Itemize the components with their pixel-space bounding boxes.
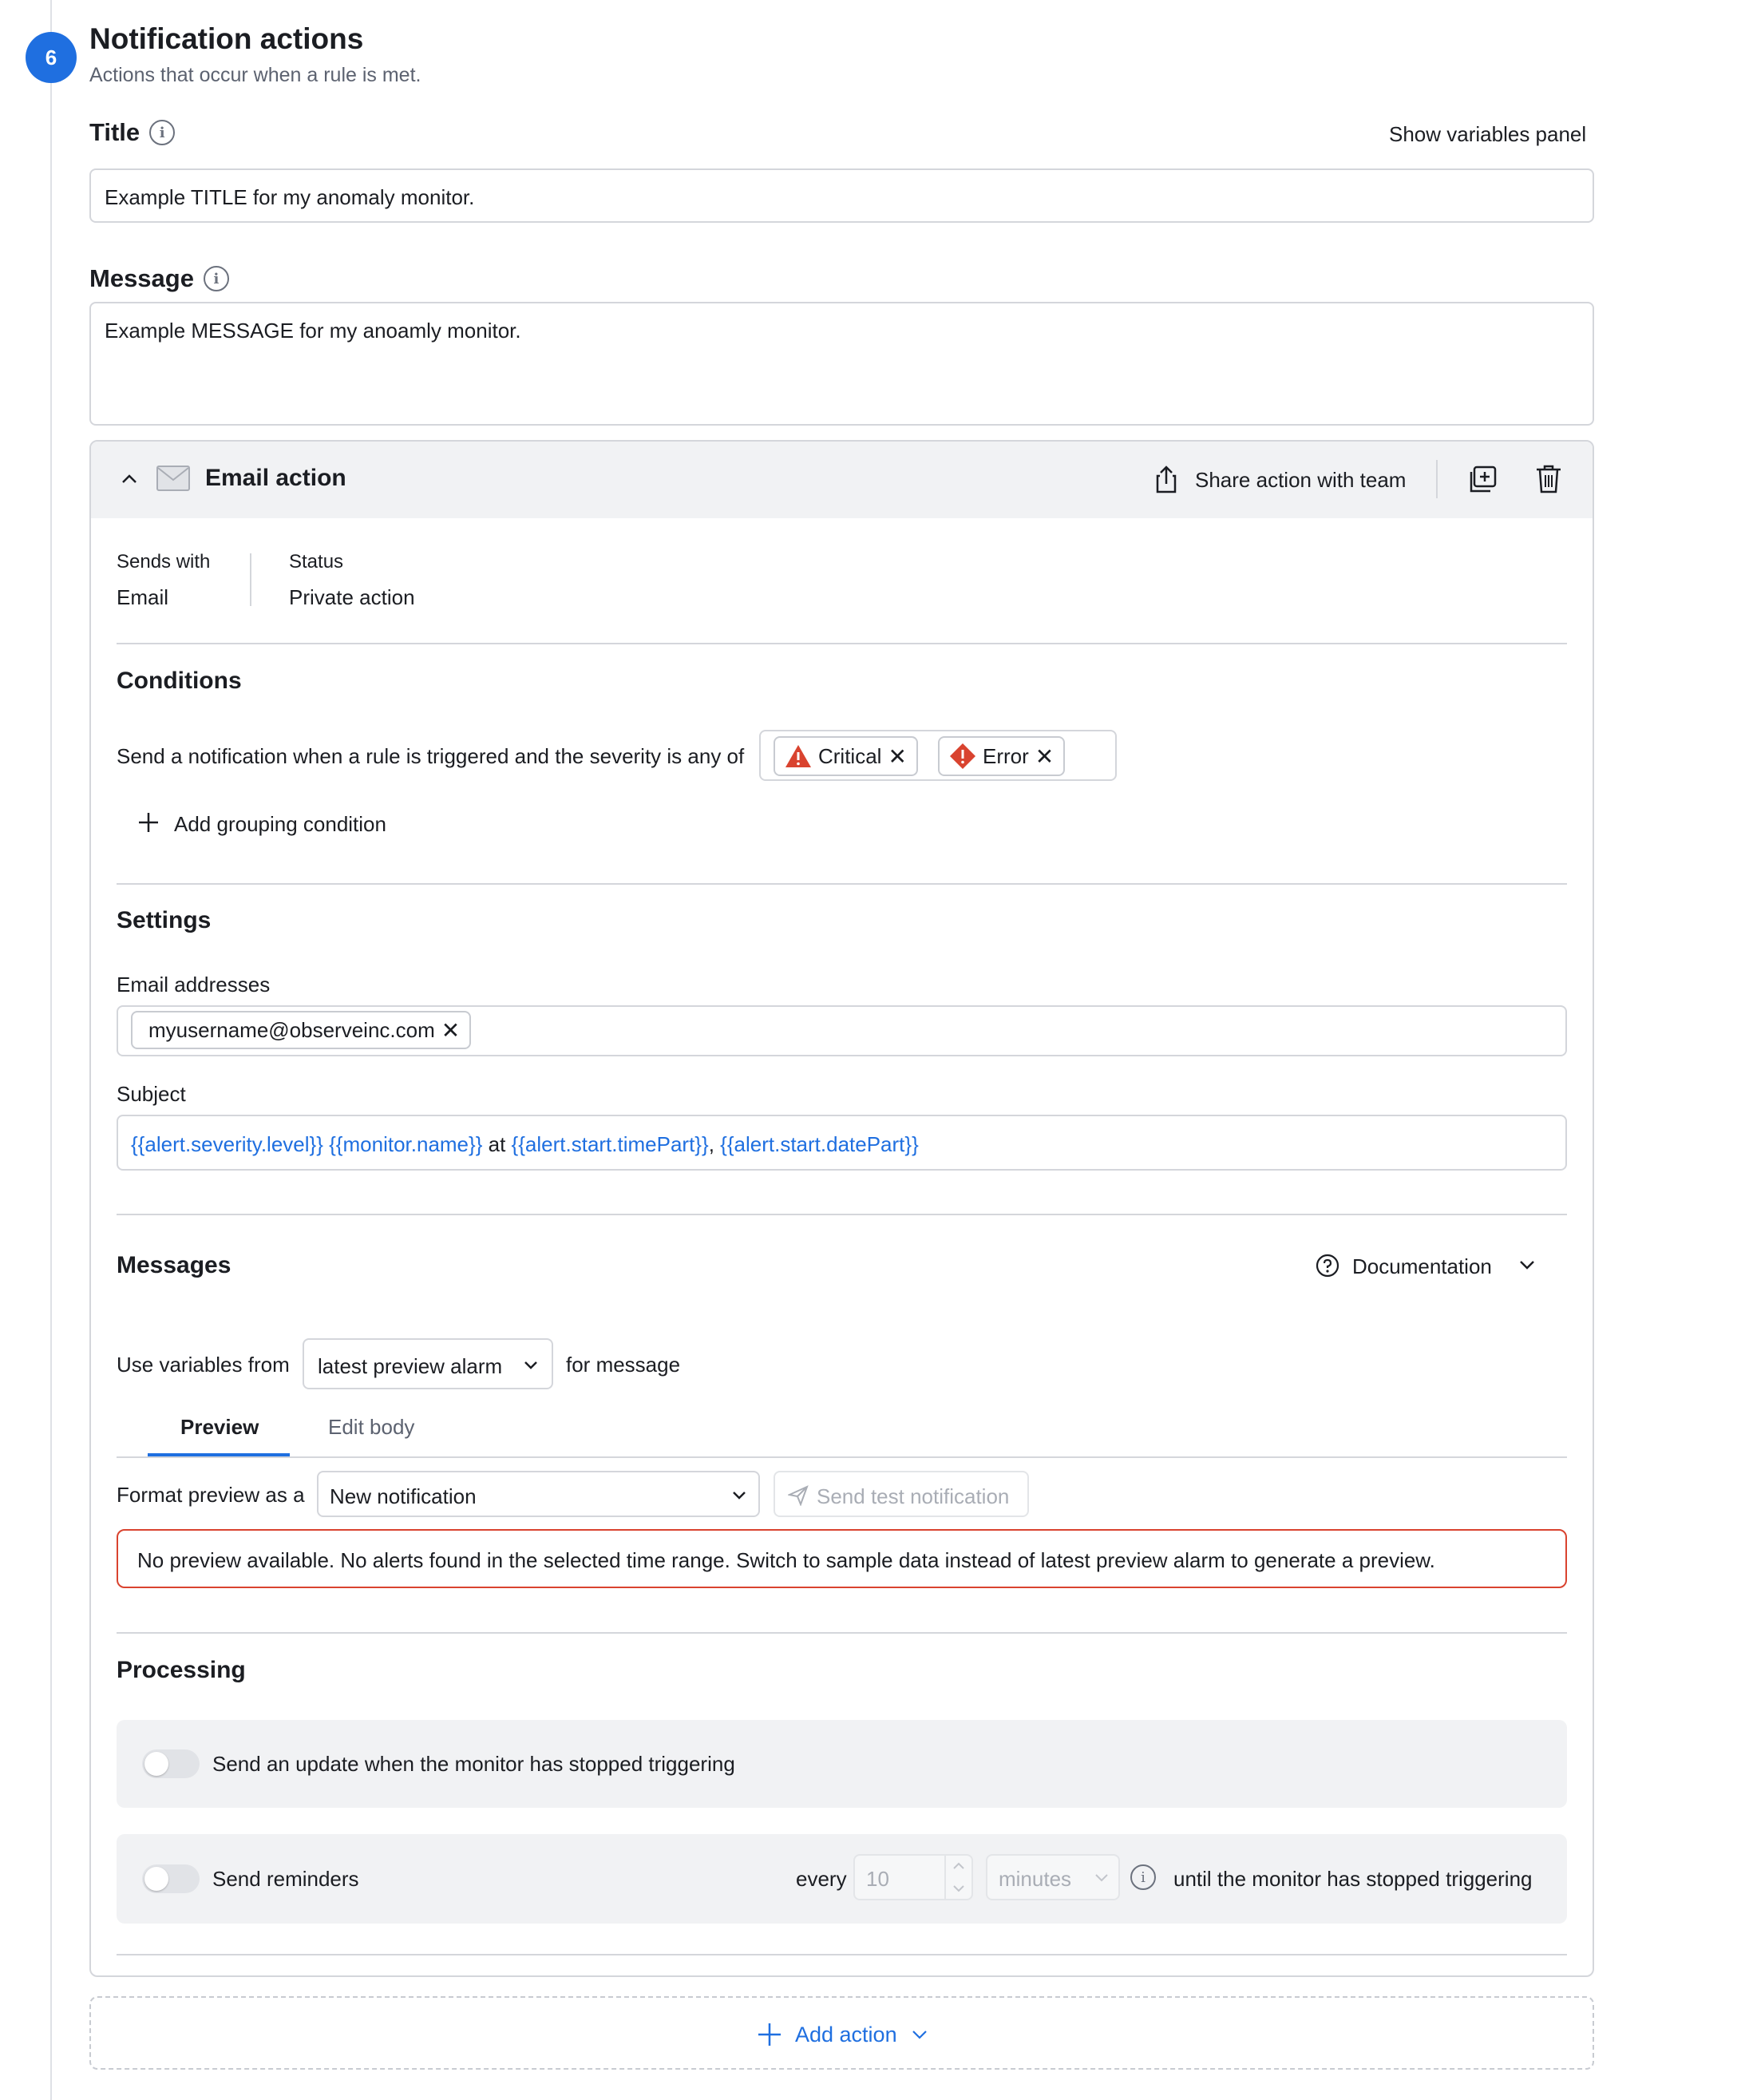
variable-token: {{monitor.name}} [329,1132,483,1156]
reminder-unit-value: minutes [999,1867,1072,1891]
meta-separator [250,553,251,606]
chip-label: Critical [818,743,882,768]
reminders-label: Send reminders [212,1867,359,1891]
preview-error-banner [117,1529,1567,1588]
subject-value [131,1132,919,1157]
preview-error-text: No preview available. No alerts found in the selected time range. Switch to sample data instead of latest preview alarm to generate a preview. [137,1548,1435,1572]
step-rail [50,0,52,2100]
trash-icon[interactable] [1535,464,1562,494]
duplicate-icon[interactable] [1469,465,1498,493]
step-number-badge: 6 [26,32,77,83]
chevron-down-icon [521,1355,540,1374]
chip-label: Error [983,743,1029,768]
plus-icon [757,2022,782,2047]
tab-preview[interactable]: Preview [180,1415,259,1439]
subject-text: , [708,1132,714,1156]
error-diamond-icon [949,743,976,770]
stopped-update-toggle[interactable] [142,1749,200,1778]
email-action-title: Email action [205,465,346,491]
help-circle-icon[interactable] [1316,1254,1339,1278]
message-label: Message [89,264,194,292]
show-variables-panel-link[interactable]: Show variables panel [1389,122,1587,146]
messages-heading: Messages [117,1252,231,1278]
stepper-arrows[interactable] [944,1856,971,1899]
divider [117,1214,1567,1215]
info-icon[interactable]: i [149,120,175,145]
divider [117,1954,1567,1955]
variables-source-select[interactable] [303,1338,553,1389]
variable-token: {{alert.start.timePart}} [511,1132,709,1156]
send-icon [788,1485,809,1506]
chip-label: myusername@observeinc.com [148,1017,435,1042]
header-separator [1436,460,1438,498]
use-variables-label: Use variables from [117,1353,290,1377]
send-test-label: Send test notification [817,1484,1010,1508]
chevron-down-icon[interactable] [1517,1254,1537,1275]
divider [117,643,1567,644]
reminders-row [117,1834,1567,1924]
close-icon[interactable]: ✕ [888,743,907,769]
format-preview-select[interactable] [317,1471,760,1517]
status-value: Private action [289,585,415,609]
tab-edit-body[interactable]: Edit body [328,1415,415,1439]
info-icon[interactable]: i [204,266,229,291]
add-action-button[interactable] [89,1996,1594,2070]
conditions-sentence: Send a notification when a rule is triggered and the severity is any of [117,744,745,768]
message-textarea-value: Example MESSAGE for my anoamly monitor. [105,319,521,343]
chevron-up-icon[interactable] [118,468,140,490]
sends-with-value: Email [117,585,169,609]
section-title: Notification actions [89,22,364,55]
format-preview-label: Format preview as a [117,1483,305,1507]
divider [117,883,1567,885]
share-icon[interactable] [1153,465,1180,493]
reminder-interval-value: 10 [866,1867,889,1891]
conditions-heading: Conditions [117,668,242,694]
variables-source-value: latest preview alarm [318,1354,503,1378]
send-test-notification-button[interactable] [774,1471,1029,1517]
close-icon[interactable]: ✕ [441,1017,461,1043]
message-textarea[interactable] [89,302,1594,426]
add-grouping-condition-button[interactable]: Add grouping condition [174,812,386,836]
warning-triangle-icon [785,744,812,768]
plus-icon[interactable] [137,811,160,834]
documentation-button[interactable]: Documentation [1352,1254,1492,1278]
subject-input[interactable] [117,1115,1567,1171]
severity-chip-critical [774,736,918,776]
reminders-toggle[interactable] [142,1864,200,1893]
email-chip [131,1011,471,1049]
chevron-down-icon [910,2025,929,2044]
add-action-content [757,2022,929,2047]
reminder-interval-stepper[interactable] [853,1854,973,1900]
until-stopped-label: until the monitor has stopped triggering [1173,1867,1533,1891]
chevron-down-icon [1093,1868,1110,1886]
subject-label: Subject [117,1082,186,1106]
variable-token: {{alert.severity.level}} [131,1132,323,1156]
for-message-label: for message [566,1353,681,1377]
add-action-label: Add action [795,2022,897,2047]
title-label-group [89,118,175,147]
close-icon[interactable]: ✕ [1035,743,1055,769]
processing-heading: Processing [117,1657,246,1683]
chevron-down-icon [730,1485,749,1504]
title-input-value: Example TITLE for my anomaly monitor. [105,185,475,209]
stopped-update-label: Send an update when the monitor has stopped triggering [212,1752,735,1776]
settings-heading: Settings [117,907,212,933]
sends-with-label: Sends with [117,551,211,573]
title-label: Title [89,118,140,146]
email-addresses-label: Email addresses [117,973,271,997]
divider [117,1632,1567,1634]
severity-chip-error [938,736,1065,776]
reminder-unit-select[interactable] [986,1854,1120,1900]
variable-token: {{alert.start.datePart}} [720,1132,919,1156]
envelope-icon [156,466,190,491]
status-label: Status [289,551,344,573]
share-action-button[interactable]: Share action with team [1195,468,1407,492]
every-label: every [796,1867,847,1891]
section-subtitle: Actions that occur when a rule is met. [89,64,421,86]
message-label-group [89,264,229,293]
format-preview-value: New notification [330,1484,477,1508]
subject-text: at [488,1132,506,1156]
tabs-underline [117,1456,1567,1458]
title-input[interactable] [89,168,1594,223]
info-icon[interactable]: i [1130,1864,1156,1890]
stopped-update-row [117,1720,1567,1808]
